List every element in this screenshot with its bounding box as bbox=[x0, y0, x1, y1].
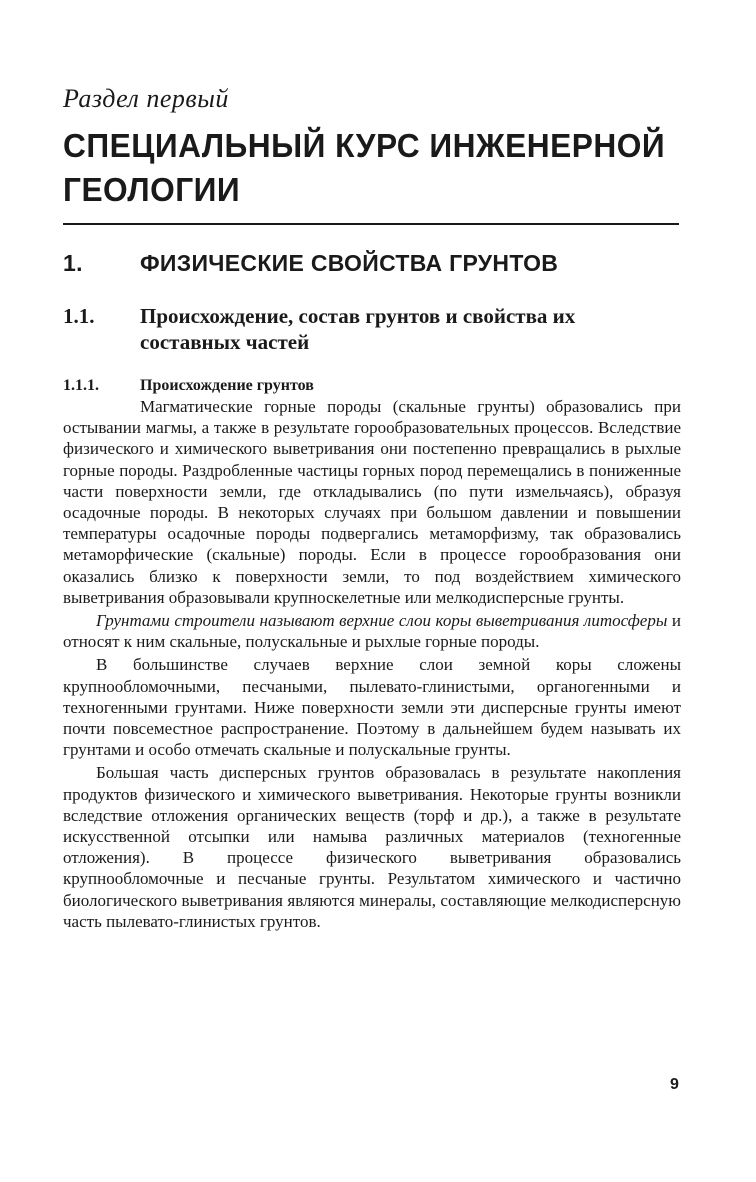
part-label: Раздел первый bbox=[63, 84, 229, 113]
subsection-number: 1.1.1. bbox=[63, 377, 99, 394]
section-number: 1.1. bbox=[63, 304, 95, 328]
title-divider bbox=[63, 223, 679, 225]
subsection-title: Происхождение грунтов bbox=[140, 377, 314, 394]
section-title: Происхождение, состав грунтов и свойства их составных частей bbox=[140, 304, 576, 354]
paragraph-2 bbox=[63, 610, 681, 652]
paragraph-2-definition: Грунтами строители называют верхние слои коры выветривания литосферы bbox=[96, 611, 668, 631]
paragraph-1: Магматические горные породы (скальные грунты) образовались при остывании магмы, а также в результате горообразовательных процессов. Вследствие физического и химического выветривания они постепенно превращались в рыхлые горные породы. Раздробленные частицы горных пород перемещались в пониженные части поверхности земли, где откладывались (по пути измельчаясь), образуя осадочные породы. В некоторых случаях при большом давлении и повышении температуры осадочные породы подвергались метаморфизму, так образовались метаморфические (скальные) породы. Если в процессе горообразования они оказались близко к поверхности земли, то под воздействием химического выветривания образовывали крупноскелетные или мелкодисперсные грунты. bbox=[63, 397, 681, 607]
page-number: 9 bbox=[670, 1076, 679, 1093]
paragraph-3: В большинстве случаев верхние слои земной коры сложены крупнообломочными, песчаными, пылевато-глинистыми, органогенными и техногенными грунтами. Ниже поверхности земли эти дисперсные грунты имеют почти повсеместное распространение. Поэтому в дальнейшем будем называть их грунтами и особо отмечать скальные и полускальные грунты. bbox=[63, 655, 681, 760]
main-title: СПЕЦИАЛЬНЫЙ КУРС ИНЖЕНЕРНОЙ ГЕОЛОГИИ bbox=[63, 127, 666, 208]
paragraph-2-rest: и относят к ним скальные, полускальные и рыхлые горные породы. bbox=[63, 611, 681, 652]
paragraph-4: Большая часть дисперсных грунтов образовалась в результате накопления продуктов физического и химического выветривания. Некоторые грунты возникли вследствие отложения органических веществ (торф и др.), а также в результате искусственной отсыпки или намыва различных материалов (техногенные отложения). В процессе физического выветривания образовались крупнообломочные и песчаные грунты. Результатом химического и частично биологического выветривания являются минералы, составляющие мелкодисперсную часть пылевато-глинистых грунтов. bbox=[63, 763, 681, 931]
body-text bbox=[63, 396, 681, 934]
chapter-title: ФИЗИЧЕСКИЕ СВОЙСТВА ГРУНТОВ bbox=[140, 250, 559, 276]
chapter-number: 1. bbox=[63, 250, 83, 276]
